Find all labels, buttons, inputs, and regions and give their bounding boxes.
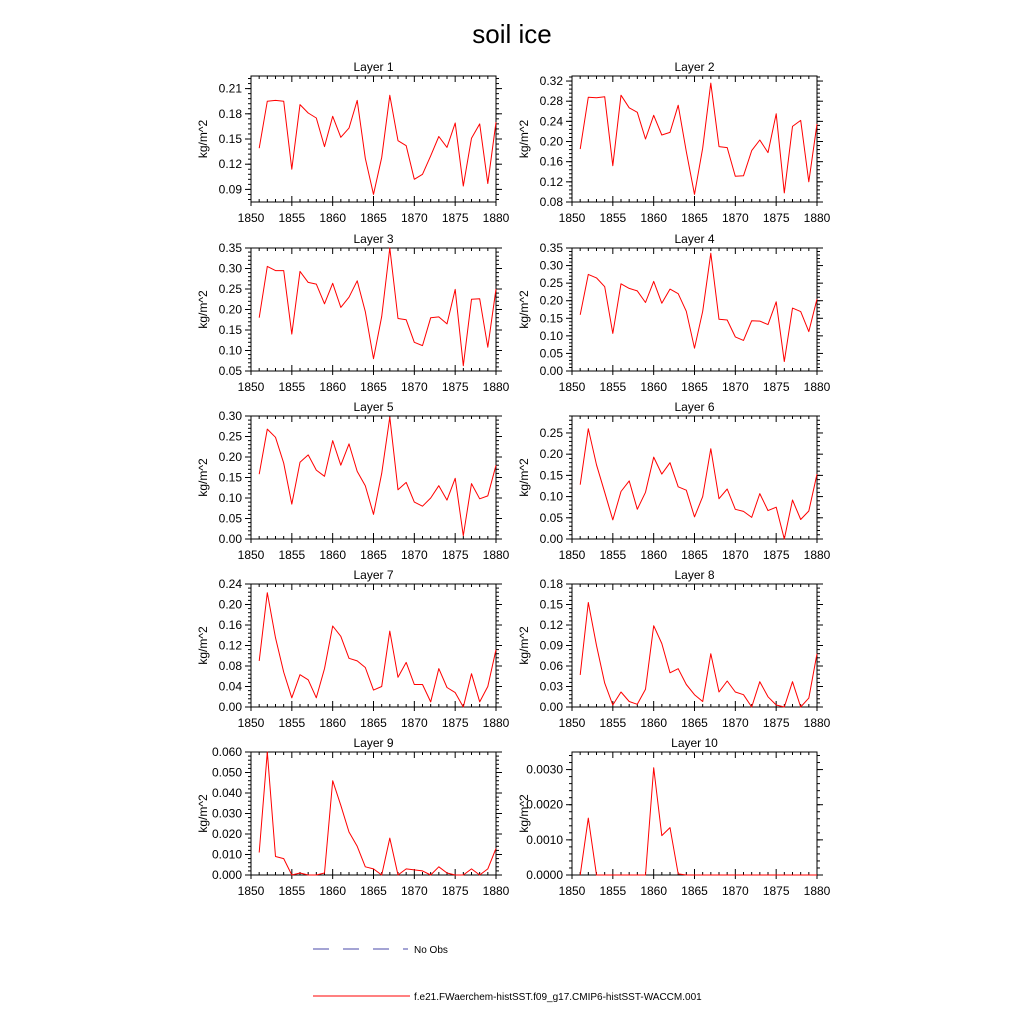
figure-title: soil ice <box>472 19 552 49</box>
y-tick-label: 0.28 <box>539 94 563 109</box>
x-tick-label: 1865 <box>681 211 708 225</box>
panel-layer-5 <box>196 400 510 562</box>
y-tick-label: 0.12 <box>539 618 563 632</box>
x-tick-label: 1855 <box>278 548 306 562</box>
y-tick-label: 0.30 <box>218 261 242 276</box>
panel-layer-7 <box>196 568 510 730</box>
x-tick-label: 1875 <box>441 211 469 225</box>
x-tick-label: 1850 <box>237 380 265 394</box>
y-tick-label: 0.05 <box>539 510 563 525</box>
x-tick-label: 1860 <box>640 716 668 730</box>
y-tick-label: 0.30 <box>218 409 242 423</box>
x-tick-label: 1850 <box>237 884 265 898</box>
x-tick-label: 1880 <box>803 716 831 730</box>
x-tick-label: 1870 <box>400 548 428 562</box>
x-tick-label: 1865 <box>360 548 387 562</box>
y-tick-label: 0.000 <box>211 868 242 882</box>
legend <box>313 945 702 1003</box>
x-tick-label: 1860 <box>640 211 668 225</box>
x-tick-label: 1860 <box>319 211 347 225</box>
x-tick-label: 1865 <box>360 211 387 225</box>
series-line-1 <box>259 417 496 536</box>
x-tick-label: 1860 <box>640 380 668 394</box>
y-tick-label: 0.15 <box>539 597 563 612</box>
x-tick-label: 1850 <box>558 716 586 730</box>
x-tick-label: 1880 <box>803 211 831 225</box>
series-line-1 <box>259 752 496 875</box>
y-tick-label: 0.18 <box>539 577 563 591</box>
y-tick-label: 0.08 <box>218 659 242 673</box>
plot-frame <box>251 416 496 539</box>
panel-title: Layer 2 <box>674 60 715 74</box>
y-tick-label: 0.12 <box>218 638 242 653</box>
x-tick-label: 1855 <box>278 884 306 898</box>
panel-title: Layer 5 <box>353 400 394 414</box>
y-tick-label: 0.20 <box>218 597 242 612</box>
panel-title: Layer 4 <box>674 232 715 246</box>
y-axis-label: kg/m^2 <box>196 458 210 497</box>
x-tick-label: 1870 <box>400 884 428 898</box>
panel-title: Layer 10 <box>671 736 718 750</box>
series-line-1 <box>259 248 496 366</box>
x-tick-label: 1850 <box>237 211 265 225</box>
x-tick-label: 1870 <box>400 716 428 730</box>
y-axis-label: kg/m^2 <box>517 119 531 159</box>
x-tick-label: 1875 <box>441 548 469 562</box>
y-tick-label: 0.030 <box>211 806 242 821</box>
y-tick-label: 0.20 <box>539 134 563 149</box>
x-tick-label: 1865 <box>681 716 708 730</box>
x-tick-label: 1865 <box>360 884 387 898</box>
y-tick-label: 0.10 <box>218 491 242 505</box>
x-tick-label: 1855 <box>599 211 627 225</box>
y-tick-label: 0.30 <box>539 258 563 273</box>
plot-frame <box>251 752 496 875</box>
x-tick-label: 1870 <box>400 380 428 394</box>
y-tick-label: 0.0020 <box>526 797 563 812</box>
x-tick-label: 1875 <box>762 380 790 394</box>
y-axis-label: kg/m^2 <box>196 290 210 329</box>
panel-layer-2 <box>517 60 831 225</box>
x-tick-label: 1860 <box>319 716 347 730</box>
x-tick-label: 1880 <box>803 884 831 898</box>
panel-title: Layer 9 <box>353 736 394 750</box>
y-tick-label: 0.10 <box>539 328 563 343</box>
plot-frame <box>572 76 817 202</box>
x-tick-label: 1875 <box>441 884 469 898</box>
y-tick-label: 0.00 <box>539 532 563 546</box>
y-tick-label: 0.12 <box>539 174 563 189</box>
y-tick-label: 0.20 <box>539 293 563 308</box>
y-tick-label: 0.20 <box>218 302 242 317</box>
panel-title: Layer 8 <box>674 568 715 582</box>
x-tick-label: 1850 <box>558 211 586 225</box>
y-tick-label: 0.010 <box>211 847 242 862</box>
panel-layer-4 <box>517 232 831 394</box>
series-line-1 <box>580 253 817 361</box>
x-tick-label: 1875 <box>762 884 790 898</box>
plot-frame <box>572 752 817 875</box>
x-tick-label: 1850 <box>237 548 265 562</box>
x-tick-label: 1855 <box>599 884 627 898</box>
y-axis-label: kg/m^2 <box>517 794 531 833</box>
y-tick-label: 0.09 <box>218 182 242 197</box>
y-tick-label: 0.15 <box>218 132 242 146</box>
x-tick-label: 1855 <box>278 380 306 394</box>
panel-title: Layer 6 <box>674 400 715 414</box>
plot-frame <box>251 248 496 371</box>
y-tick-label: 0.24 <box>218 577 242 591</box>
x-tick-label: 1855 <box>278 211 306 225</box>
x-tick-label: 1855 <box>599 548 627 562</box>
y-tick-label: 0.20 <box>539 447 563 462</box>
y-tick-label: 0.00 <box>539 700 563 714</box>
x-tick-label: 1865 <box>360 380 387 394</box>
x-tick-label: 1870 <box>721 380 749 394</box>
y-tick-label: 0.060 <box>211 745 242 759</box>
y-tick-label: 0.05 <box>539 346 563 361</box>
y-tick-label: 0.25 <box>539 276 563 291</box>
x-tick-label: 1880 <box>803 380 831 394</box>
x-tick-label: 1880 <box>803 548 831 562</box>
series-line-1 <box>259 593 496 707</box>
y-axis-label: kg/m^2 <box>517 626 531 665</box>
panel-title: Layer 1 <box>353 60 394 74</box>
y-tick-label: 0.10 <box>218 343 242 358</box>
x-tick-label: 1870 <box>721 716 749 730</box>
y-tick-label: 0.20 <box>218 450 242 464</box>
y-tick-label: 0.15 <box>539 468 563 483</box>
y-axis-label: kg/m^2 <box>517 290 531 329</box>
panel-layer-9 <box>196 736 510 898</box>
y-tick-label: 0.16 <box>539 154 563 169</box>
x-tick-label: 1860 <box>319 884 347 898</box>
x-tick-label: 1875 <box>441 716 469 730</box>
y-axis-label: kg/m^2 <box>196 119 210 159</box>
x-tick-label: 1875 <box>762 548 790 562</box>
y-tick-label: 0.25 <box>539 425 563 440</box>
x-tick-label: 1865 <box>681 884 708 898</box>
y-tick-label: 0.25 <box>218 429 242 444</box>
y-tick-label: 0.03 <box>539 679 563 694</box>
x-tick-label: 1850 <box>558 380 586 394</box>
x-tick-label: 1865 <box>360 716 387 730</box>
y-axis-label: kg/m^2 <box>196 626 210 665</box>
x-tick-label: 1870 <box>721 211 749 225</box>
y-tick-label: 0.15 <box>539 311 563 326</box>
y-tick-label: 0.35 <box>218 241 242 255</box>
y-tick-label: 0.10 <box>539 489 563 504</box>
y-tick-label: 0.08 <box>539 195 563 209</box>
y-tick-label: 0.0030 <box>526 762 563 777</box>
y-tick-label: 0.06 <box>539 659 563 673</box>
x-tick-label: 1860 <box>640 548 668 562</box>
panel-layer-6 <box>517 400 831 562</box>
panel-grid <box>196 60 831 898</box>
x-tick-label: 1875 <box>441 380 469 394</box>
x-tick-label: 1855 <box>278 716 306 730</box>
x-tick-label: 1865 <box>681 380 708 394</box>
x-tick-label: 1870 <box>721 884 749 898</box>
y-tick-label: 0.21 <box>218 81 242 96</box>
x-tick-label: 1850 <box>558 548 586 562</box>
x-tick-label: 1880 <box>482 211 510 225</box>
y-tick-label: 0.24 <box>539 114 563 129</box>
series-line-1 <box>580 83 817 194</box>
y-tick-label: 0.09 <box>539 638 563 653</box>
x-tick-label: 1855 <box>599 380 627 394</box>
legend-no-obs-label: No Obs <box>414 945 448 956</box>
y-tick-label: 0.00 <box>218 532 242 546</box>
y-axis-label: kg/m^2 <box>517 458 531 497</box>
x-tick-label: 1860 <box>640 884 668 898</box>
x-tick-label: 1860 <box>319 548 347 562</box>
legend-model-label: f.e21.FWaerchem-histSST.f09_g17.CMIP6-histSST-WACCM.001 <box>414 992 702 1003</box>
x-tick-label: 1865 <box>681 548 708 562</box>
y-tick-label: 0.15 <box>218 470 242 485</box>
y-tick-label: 0.0000 <box>526 868 563 882</box>
panel-layer-1 <box>196 60 510 225</box>
y-tick-label: 0.25 <box>218 282 242 296</box>
series-line-1 <box>259 95 496 194</box>
x-tick-label: 1860 <box>319 380 347 394</box>
x-tick-label: 1855 <box>599 716 627 730</box>
y-tick-label: 0.18 <box>218 106 242 121</box>
y-axis-label: kg/m^2 <box>196 794 210 833</box>
y-tick-label: 0.00 <box>539 364 563 378</box>
x-tick-label: 1875 <box>762 716 790 730</box>
y-tick-label: 0.16 <box>218 618 242 632</box>
series-line-1 <box>580 429 817 539</box>
panel-title: Layer 7 <box>353 568 394 582</box>
y-tick-label: 0.05 <box>218 364 242 378</box>
panel-layer-3 <box>196 232 510 394</box>
y-tick-label: 0.040 <box>211 786 242 800</box>
x-tick-label: 1880 <box>482 548 510 562</box>
plot-frame <box>251 584 496 707</box>
panel-layer-10 <box>517 736 831 898</box>
panel-layer-8 <box>517 568 831 730</box>
x-tick-label: 1870 <box>721 548 749 562</box>
y-tick-label: 0.32 <box>539 74 563 89</box>
y-tick-label: 0.050 <box>211 765 242 780</box>
y-tick-label: 0.15 <box>218 323 242 337</box>
plot-frame <box>572 416 817 539</box>
y-tick-label: 0.05 <box>218 511 242 526</box>
panel-title: Layer 3 <box>353 232 394 246</box>
y-tick-label: 0.12 <box>218 157 242 172</box>
y-tick-label: 0.020 <box>211 827 242 841</box>
x-tick-label: 1875 <box>762 211 790 225</box>
x-tick-label: 1850 <box>237 716 265 730</box>
plot-frame <box>572 584 817 707</box>
x-tick-label: 1880 <box>482 716 510 730</box>
x-tick-label: 1880 <box>482 380 510 394</box>
x-tick-label: 1880 <box>482 884 510 898</box>
series-line-1 <box>580 603 817 708</box>
y-tick-label: 0.35 <box>539 241 563 255</box>
y-tick-label: 0.00 <box>218 700 242 714</box>
y-tick-label: 0.0010 <box>526 832 563 847</box>
x-tick-label: 1870 <box>400 211 428 225</box>
series-line-1 <box>580 768 817 875</box>
y-tick-label: 0.04 <box>218 679 242 694</box>
x-tick-label: 1850 <box>558 884 586 898</box>
